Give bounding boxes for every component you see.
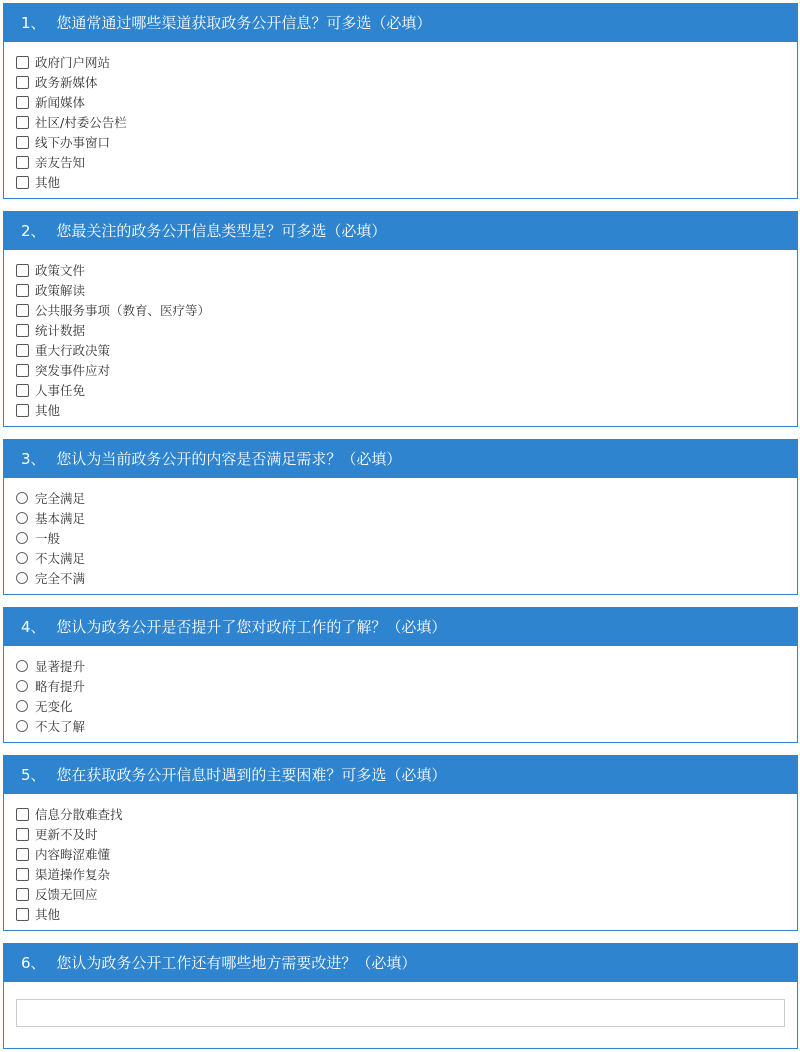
- checkbox[interactable]: [16, 364, 29, 377]
- question-number: 2、: [21, 222, 46, 240]
- question-title: 您认为政务公开工作还有哪些地方需要改进？（必填）: [56, 954, 417, 972]
- checkbox-option[interactable]: [16, 52, 797, 72]
- question-card-2: [3, 211, 798, 427]
- radio-option[interactable]: [16, 528, 797, 548]
- checkbox[interactable]: [16, 56, 29, 69]
- option-label: 略有提升: [35, 679, 86, 694]
- checkbox-option[interactable]: [16, 380, 797, 400]
- option-label: 不太了解: [35, 719, 86, 734]
- checkbox-option[interactable]: [16, 260, 797, 280]
- option-label: 其他: [35, 403, 61, 418]
- checkbox-option[interactable]: [16, 824, 797, 844]
- option-label: 突发事件应对: [35, 363, 111, 378]
- question-card-6: [3, 943, 798, 1049]
- checkbox[interactable]: [16, 324, 29, 337]
- options-list: [4, 478, 797, 588]
- checkbox[interactable]: [16, 384, 29, 397]
- checkbox-option[interactable]: [16, 320, 797, 340]
- checkbox[interactable]: [16, 156, 29, 169]
- radio-button[interactable]: [16, 492, 28, 504]
- radio-button[interactable]: [16, 572, 28, 584]
- option-label: 亲友告知: [35, 155, 86, 170]
- checkbox-option[interactable]: [16, 884, 797, 904]
- radio-option[interactable]: [16, 548, 797, 568]
- checkbox[interactable]: [16, 176, 29, 189]
- option-label: 其他: [35, 175, 61, 190]
- question-header: [4, 4, 797, 42]
- improvement-suggestion-input[interactable]: [16, 999, 785, 1027]
- checkbox-option[interactable]: [16, 904, 797, 924]
- checkbox[interactable]: [16, 96, 29, 109]
- checkbox[interactable]: [16, 404, 29, 417]
- option-label: 政务新媒体: [35, 75, 98, 90]
- checkbox[interactable]: [16, 136, 29, 149]
- question-header: [4, 944, 797, 982]
- radio-button[interactable]: [16, 532, 28, 544]
- checkbox-option[interactable]: [16, 92, 797, 112]
- radio-option[interactable]: [16, 488, 797, 508]
- radio-option[interactable]: [16, 696, 797, 716]
- option-label: 线下办事窗口: [35, 135, 111, 150]
- checkbox-option[interactable]: [16, 864, 797, 884]
- checkbox[interactable]: [16, 908, 29, 921]
- question-title: 您认为当前政务公开的内容是否满足需求？（必填）: [56, 450, 402, 468]
- checkbox-option[interactable]: [16, 844, 797, 864]
- question-number: 5、: [21, 766, 46, 784]
- question-title: 您认为政务公开是否提升了您对政府工作的了解？（必填）: [56, 618, 447, 636]
- question-card-5: [3, 755, 798, 931]
- option-label: 政策解读: [35, 283, 86, 298]
- option-label: 不太满足: [35, 551, 86, 566]
- checkbox-option[interactable]: [16, 132, 797, 152]
- option-label: 公共服务事项（教育、医疗等）: [35, 303, 211, 318]
- answer-area: [4, 982, 797, 1027]
- radio-option[interactable]: [16, 656, 797, 676]
- checkbox[interactable]: [16, 116, 29, 129]
- checkbox[interactable]: [16, 868, 29, 881]
- checkbox[interactable]: [16, 284, 29, 297]
- option-label: 政策文件: [35, 263, 86, 278]
- checkbox[interactable]: [16, 304, 29, 317]
- checkbox-option[interactable]: [16, 340, 797, 360]
- checkbox-option[interactable]: [16, 72, 797, 92]
- question-header: [4, 756, 797, 794]
- question-title: 您通常通过哪些渠道获取政务公开信息？可多选（必填）: [56, 14, 432, 32]
- checkbox[interactable]: [16, 828, 29, 841]
- option-label: 内容晦涩难懂: [35, 847, 111, 862]
- radio-button[interactable]: [16, 700, 28, 712]
- question-title: 您最关注的政务公开信息类型是？可多选（必填）: [56, 222, 387, 240]
- radio-button[interactable]: [16, 660, 28, 672]
- checkbox-option[interactable]: [16, 172, 797, 192]
- checkbox[interactable]: [16, 264, 29, 277]
- option-label: 统计数据: [35, 323, 86, 338]
- option-label: 完全满足: [35, 491, 86, 506]
- options-list: [4, 646, 797, 736]
- checkbox-option[interactable]: [16, 804, 797, 824]
- option-label: 人事任免: [35, 383, 86, 398]
- option-label: 更新不及时: [35, 827, 98, 842]
- option-label: 一般: [35, 531, 61, 546]
- option-label: 渠道操作复杂: [35, 867, 111, 882]
- option-label: 社区/村委公告栏: [35, 115, 127, 130]
- checkbox[interactable]: [16, 848, 29, 861]
- option-label: 基本满足: [35, 511, 86, 526]
- checkbox-option[interactable]: [16, 280, 797, 300]
- question-card-4: [3, 607, 798, 743]
- option-label: 显著提升: [35, 659, 86, 674]
- question-header: [4, 608, 797, 646]
- radio-button[interactable]: [16, 552, 28, 564]
- question-title: 您在获取政务公开信息时遇到的主要困难？可多选（必填）: [56, 766, 447, 784]
- question-header: [4, 212, 797, 250]
- option-label: 新闻媒体: [35, 95, 86, 110]
- option-label: 重大行政决策: [35, 343, 111, 358]
- radio-option[interactable]: [16, 568, 797, 588]
- question-card-1: [3, 3, 798, 199]
- question-header: [4, 440, 797, 478]
- option-label: 完全不满: [35, 571, 86, 586]
- option-label: 反馈无回应: [35, 887, 98, 902]
- options-list: [4, 250, 797, 420]
- checkbox-option[interactable]: [16, 400, 797, 420]
- question-number: 4、: [21, 618, 46, 636]
- checkbox-option[interactable]: [16, 300, 797, 320]
- checkbox[interactable]: [16, 76, 29, 89]
- radio-button[interactable]: [16, 680, 28, 692]
- question-number: 1、: [21, 14, 46, 32]
- checkbox-option[interactable]: [16, 152, 797, 172]
- checkbox-option[interactable]: [16, 112, 797, 132]
- radio-option[interactable]: [16, 676, 797, 696]
- question-number: 3、: [21, 450, 46, 468]
- options-list: [4, 42, 797, 192]
- question-number: 6、: [21, 954, 46, 972]
- option-label: 信息分散难查找: [35, 807, 123, 822]
- radio-option[interactable]: [16, 716, 797, 736]
- radio-button[interactable]: [16, 720, 28, 732]
- radio-button[interactable]: [16, 512, 28, 524]
- option-label: 政府门户网站: [35, 55, 111, 70]
- option-label: 无变化: [35, 699, 73, 714]
- checkbox[interactable]: [16, 344, 29, 357]
- question-card-3: [3, 439, 798, 595]
- checkbox-option[interactable]: [16, 360, 797, 380]
- options-list: [4, 794, 797, 924]
- checkbox[interactable]: [16, 888, 29, 901]
- option-label: 其他: [35, 907, 61, 922]
- checkbox[interactable]: [16, 808, 29, 821]
- radio-option[interactable]: [16, 508, 797, 528]
